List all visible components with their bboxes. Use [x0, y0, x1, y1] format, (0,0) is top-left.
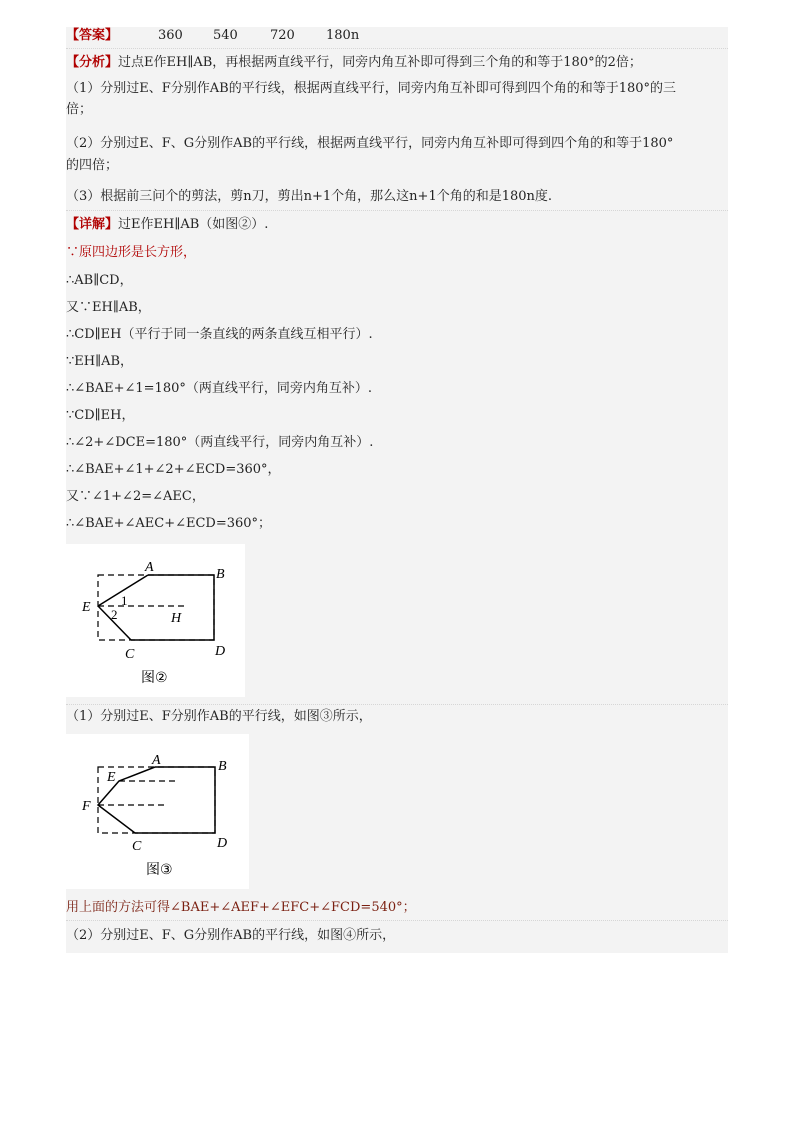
- polygon-outline: [131, 575, 214, 640]
- label-e: E: [107, 770, 116, 785]
- label-angle-2: 2: [111, 607, 118, 622]
- label-f: F: [82, 799, 91, 814]
- detail-step-10: 又∵∠1+∠2=∠AEC，: [66, 489, 205, 504]
- detail-step-2: ∴AB∥CD，: [66, 273, 133, 288]
- detail-step-4: ∴CD∥EH（平行于同一条直线的两条直线互相平行）.: [66, 327, 373, 342]
- detail-text-0: 过E作EH∥AB（如图②）.: [118, 217, 269, 232]
- label-a: A: [152, 753, 161, 768]
- detail-step-11: ∴∠BAE+∠AEC+∠ECD=360°；: [66, 516, 272, 531]
- label-c: C: [132, 839, 142, 854]
- analysis-text-1: 过点E作EH∥AB，再根据两直线平行，同旁内角互补即可得到三个角的和等于180°的2倍；: [118, 55, 642, 70]
- part-2-line: （2）分别过E、F、G分别作AB的平行线，如图④所示，: [66, 928, 396, 943]
- label-c: C: [125, 647, 135, 662]
- detail-step-3: 又∵EH∥AB，: [66, 300, 151, 315]
- polygon-outline: [135, 767, 215, 833]
- label-h: H: [171, 611, 182, 626]
- analysis-tag: 【分析】: [66, 55, 119, 70]
- divider: [66, 210, 728, 211]
- detail-line-0: [66, 215, 728, 235]
- label-a: A: [145, 560, 154, 575]
- figure-3: [66, 734, 249, 889]
- figure-2: [66, 544, 245, 697]
- detail-step-6: ∴∠BAE+∠1=180°（两直线平行，同旁内角互补）.: [66, 381, 372, 396]
- figure-3-caption: 图③: [146, 862, 173, 878]
- part-1-line: （1）分别过E、F分别作AB的平行线，如图③所示，: [66, 709, 372, 724]
- label-b: B: [218, 759, 227, 774]
- detail-step-1: ∵原四边形是长方形，: [66, 245, 197, 260]
- label-d: D: [217, 836, 228, 851]
- answer-line: [66, 26, 728, 46]
- detail-step-7: ∵CD∥EH，: [66, 408, 135, 423]
- divider: [66, 704, 728, 705]
- part-1-result: 用上面的方法可得∠BAE+∠AEF+∠EFC+∠FCD=540°；: [66, 900, 416, 915]
- divider: [66, 48, 728, 49]
- analysis-line-4: （2）分别过E、F、G分别作AB的平行线，根据两直线平行，同旁内角互补即可得到四个角的和等于180°: [66, 136, 674, 151]
- label-d: D: [215, 644, 226, 659]
- divider: [66, 920, 728, 921]
- answer-value-3: 720: [270, 28, 295, 43]
- label-b: B: [216, 567, 225, 582]
- label-e: E: [82, 600, 91, 615]
- figure-2-caption: 图②: [141, 670, 168, 686]
- answer-value-1: 360: [158, 28, 183, 43]
- label-angle-1: 1: [121, 593, 128, 608]
- detail-tag: 【详解】: [66, 217, 119, 232]
- analysis-line-6: （3）根据前三问个的剪法，剪n刀，剪出n+1个角，那么这n+1个角的和是180n度.: [66, 189, 553, 204]
- answer-tag: 【答案】: [66, 28, 119, 43]
- analysis-line-3: 倍；: [66, 102, 93, 117]
- detail-step-8: ∴∠2+∠DCE=180°（两直线平行，同旁内角互补）.: [66, 435, 374, 450]
- analysis-line-1: [66, 53, 728, 73]
- detail-step-5: ∵EH∥AB，: [66, 354, 134, 369]
- analysis-line-2: （1）分别过E、F分别作AB的平行线，根据两直线平行，同旁内角互补即可得到四个角的和等于180°的三: [66, 81, 677, 96]
- analysis-line-5: 的四倍；: [66, 158, 119, 173]
- answer-value-4: 180n: [326, 28, 360, 43]
- answer-value-2: 540: [213, 28, 238, 43]
- detail-step-9: ∴∠BAE+∠1+∠2+∠ECD=360°，: [66, 462, 281, 477]
